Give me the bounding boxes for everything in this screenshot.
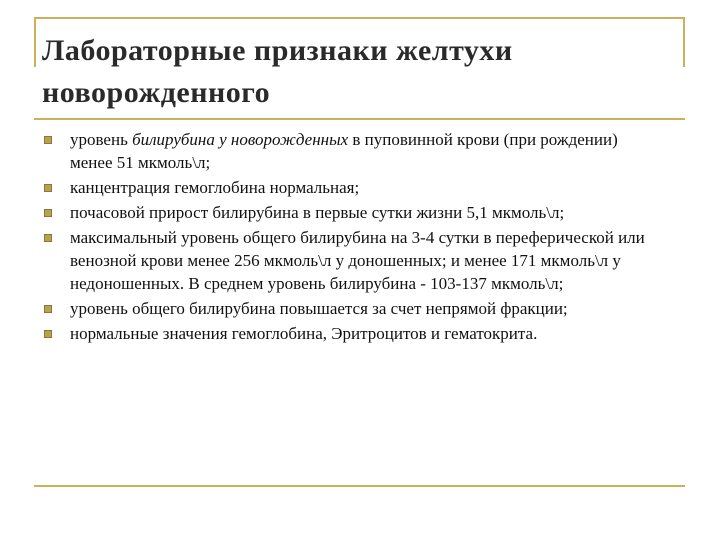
bullet-text xyxy=(70,130,618,172)
title-divider xyxy=(34,118,685,120)
title-frame-right-line xyxy=(683,17,685,67)
square-bullet-icon xyxy=(44,209,52,217)
bullet-text-emphasis: билирубина у новорожденных xyxy=(132,130,349,149)
bullet-text: нормальные значения гемоглобина, Эритроцитов и гематокрита. xyxy=(70,324,538,343)
list-item xyxy=(44,128,660,174)
list-item xyxy=(44,322,660,345)
list-item xyxy=(44,297,660,320)
bullet-list xyxy=(44,128,660,347)
square-bullet-icon xyxy=(44,234,52,242)
title-frame-left-line xyxy=(34,17,36,67)
square-bullet-icon xyxy=(44,305,52,313)
list-item xyxy=(44,201,660,224)
bullet-text: канцентрация гемоглобина нормальная; xyxy=(70,178,360,197)
bullet-text-suffix: в пуповинной крови (при рождении) менее 51 мкмоль\л; xyxy=(70,130,618,172)
title-frame-top-line xyxy=(34,17,685,19)
bottom-divider xyxy=(34,485,685,487)
bullet-text: уровень общего билирубина повышается за счет непрямой фракции; xyxy=(70,299,568,318)
square-bullet-icon xyxy=(44,136,52,144)
bullet-text-prefix: уровень xyxy=(70,130,133,149)
list-item xyxy=(44,176,660,199)
bullet-text: максимальный уровень общего билирубина на 3-4 сутки в переферической или венозной крови менее 256 мкмоль\л у доношенных; и менее 171 мкмоль\л у недоношенных. В среднем уровень билирубина - 103-137 мкмоль\л; xyxy=(70,228,645,293)
slide-title: Лабораторные признаки желтухи новорожденного xyxy=(42,34,513,109)
list-item xyxy=(44,226,660,295)
bullet-text: почасовой прирост билирубина в первые сутки жизни 5,1 мкмоль\л; xyxy=(70,203,565,222)
square-bullet-icon xyxy=(44,184,52,192)
square-bullet-icon xyxy=(44,330,52,338)
